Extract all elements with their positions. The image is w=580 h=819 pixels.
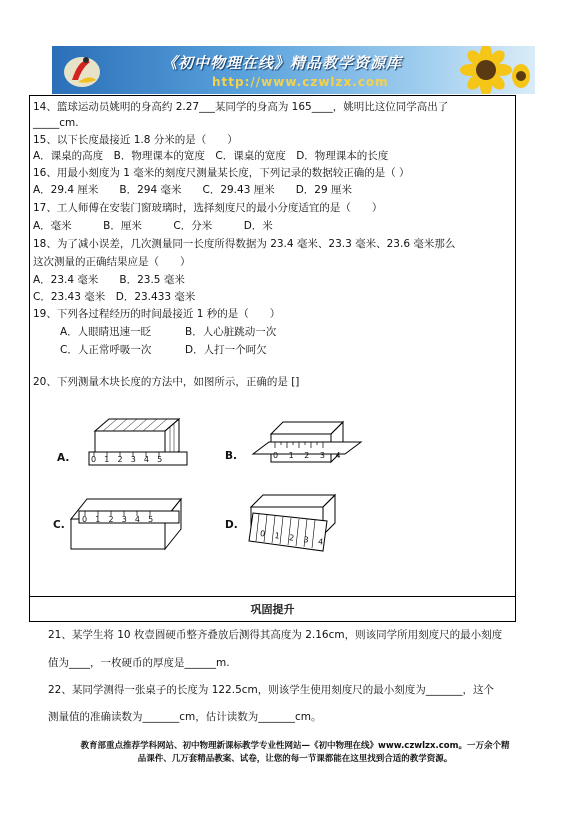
q16-stem: 16、用最小刻度为 1 毫米的刻度尺测量某长度，下列记录的数据较正确的是（ ） bbox=[33, 167, 410, 179]
figure-b-label: B. bbox=[225, 450, 237, 462]
banner-title: 《初中物理在线》精品教学资源库 bbox=[162, 54, 403, 72]
q14-line1: 14、篮球运动员姚明的身高约 2.27___某同学的身高为 165____，姚明比这位同学高出了 bbox=[33, 101, 449, 113]
figure-b-drawing bbox=[223, 414, 373, 474]
site-banner bbox=[52, 46, 535, 94]
q18-option-c: C．23.43 毫米 D．23.433 毫米 bbox=[33, 291, 196, 303]
logo-icon bbox=[60, 50, 130, 90]
footer-line2: 品课件、几万套精品教案、试卷，让您的每一节课都能在这里找到合适的教学资源。 bbox=[137, 754, 453, 764]
figure-a-drawing bbox=[55, 416, 195, 476]
figure-a-label: A. bbox=[57, 452, 70, 464]
q19-option-d: D．人打一个呵欠 bbox=[185, 344, 267, 356]
q16-options: A．29.4 厘米 B．294 毫米 C．29.43 厘米 D．29 厘米 bbox=[33, 184, 352, 196]
section-divider bbox=[30, 596, 515, 597]
banner-url[interactable]: http://www.czwlzx.com bbox=[212, 75, 389, 89]
footer-line1: 教育部重点推荐学科网站、初中物理新课标教学专业性网站—《初中物理在线》www.czwlzx.com。一万余个精 bbox=[80, 741, 510, 751]
figure-d-drawing bbox=[223, 489, 373, 559]
figure-c-ruler-ticks: 0 1 2 3 4 5 bbox=[82, 515, 157, 524]
figure-d bbox=[223, 489, 373, 559]
figure-d-label: D. bbox=[225, 519, 238, 531]
section-title: 巩固提升 bbox=[250, 603, 295, 616]
q17-options: A．毫米 B．厘米 C．分米 D．米 bbox=[33, 220, 273, 232]
q18-line1: 18、为了减小误差，几次测量同一长度所得数据为 23.4 毫米、23.3 毫米、23.6 毫米那么 bbox=[33, 238, 456, 250]
q20-stem: 20、下列测量木块长度的方法中，如图所示，正确的是 [] bbox=[33, 376, 300, 388]
q19-option-c: C．人正常呼吸一次 bbox=[60, 344, 152, 356]
q21-line2: 值为____，一枚硬币的厚度是______m. bbox=[48, 657, 230, 669]
q22-line2: 测量值的准确读数为_______cm，估计读数为_______cm。 bbox=[48, 711, 322, 723]
q19-option-b: B．人心脏跳动一次 bbox=[185, 326, 277, 338]
figure-b-ruler-ticks: 0 1 2 3 4 bbox=[273, 451, 345, 460]
figure-c-label: C. bbox=[53, 519, 65, 531]
q17-stem: 17、工人师傅在安装门窗玻璃时，选择刻度尺的最小分度适宜的是（ ） bbox=[33, 202, 383, 214]
figure-a bbox=[55, 416, 195, 476]
q15-options: A．课桌的高度 B．物理课本的宽度 C．课桌的宽度 D．物理课本的长度 bbox=[33, 150, 389, 162]
figure-d-ruler-ticks: 0 1 2 3 4 bbox=[259, 528, 328, 548]
figure-b bbox=[223, 414, 373, 474]
q15-stem: 15、以下长度最接近 1.8 分米的是（ ） bbox=[33, 134, 238, 146]
q22-line1: 22、某同学测得一张桌子的长度为 122.5cm，则该学生使用刻度尺的最小刻度为_______，这个 bbox=[48, 684, 495, 696]
sunflower-image bbox=[441, 46, 531, 94]
q19-option-a: A．人眼睛迅速一眨 bbox=[60, 326, 152, 338]
q21-line1: 21、某学生将 10 枚壹圆硬币整齐叠放后测得其高度为 2.16cm，则该同学所用刻度尺的最小刻度 bbox=[48, 629, 503, 641]
figure-a-ruler-ticks: 0 1 2 3 4 5 bbox=[91, 455, 166, 464]
q18-option-a: A．23.4 毫米 B．23.5 毫米 bbox=[33, 274, 185, 286]
q18-line2: 这次测量的正确结果应是（ ） bbox=[33, 256, 191, 268]
footer bbox=[40, 740, 550, 766]
q19-stem: 19、下列各过程经历的时间最接近 1 秒的是（ ） bbox=[33, 308, 281, 320]
figure-c bbox=[55, 489, 205, 559]
question-frame bbox=[29, 95, 516, 622]
q14-line2: _____cm. bbox=[33, 117, 79, 129]
